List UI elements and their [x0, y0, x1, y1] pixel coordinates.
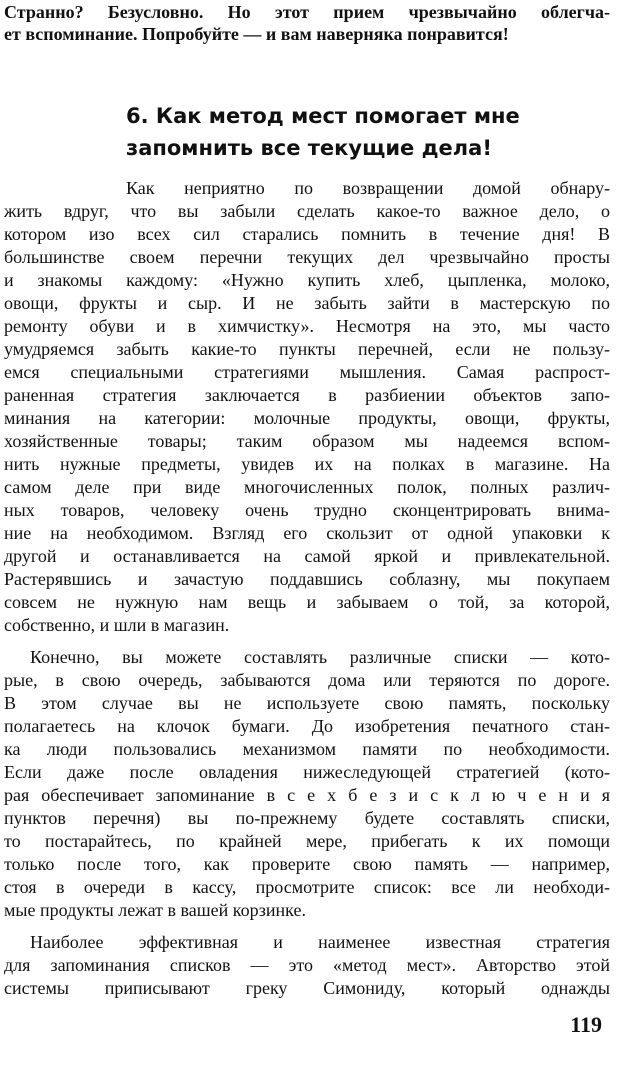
- text-line: котором изо всех сил старались помнить в течение дня! В: [4, 224, 610, 244]
- text-line: Конечно, вы можете составлять различные списки — кото-: [30, 647, 610, 667]
- text-line: мые продукты лежат в вашей корзинке.: [4, 900, 306, 920]
- text-line: рая обеспечивает запоминание в с е х б е з и с к л ю ч е н и я: [4, 785, 610, 805]
- text-line: Как неприятно по возвращении домой обнару-: [126, 178, 610, 198]
- text-line: ет вспоминание. Попробуйте — и вам наверняка понравится!: [4, 24, 509, 44]
- text-line: умудряемся забыть какие-то пункты перечней, если не пользу-: [4, 339, 610, 359]
- text-line: полагаетесь на клочок бумаги. До изобретения печатного стан-: [4, 716, 610, 736]
- text-line: нить нужные предметы, увидев их на полках в магазине. На: [4, 454, 610, 474]
- text-line: для запоминания списков — это «метод мест». Авторство этой: [4, 955, 610, 975]
- text-line: только после того, как проверите свою память — например,: [4, 854, 610, 874]
- text-line: жить вдруг, что вы забыли сделать какое-то важное дело, о: [4, 201, 610, 221]
- text-line: и знакомы каждому: «Нужно купить хлеб, цыпленка, молоко,: [4, 270, 610, 290]
- text-line: хозяйственные товары; таким образом мы надеемся вспом-: [4, 431, 610, 451]
- text-line: пунктов перечня) вы по-прежнему будете составлять списки,: [4, 808, 610, 828]
- text-line: рые, в свою очередь, забываются дома или теряются по дороге.: [4, 670, 610, 690]
- text-line: системы приписывают греку Симониду, который однажды: [4, 978, 610, 998]
- text-line: большинстве своем перечни текущих дел чрезвычайно просты: [4, 247, 610, 267]
- text-line: емся специальными стратегиями мышления. Самая распрост-: [4, 362, 610, 382]
- section-heading-line: 6. Как метод мест помогает мне: [126, 104, 520, 128]
- text-line: совсем не нужную нам вещь и забываем о той, за которой,: [4, 592, 610, 612]
- text-line: раненная стратегия заключается в разбиении объектов запо-: [4, 385, 610, 405]
- text-line: Если даже после овладения нижеследующей стратегией (кото-: [4, 762, 610, 782]
- text-line: Странно? Безусловно. Но этот прием чрезвычайно облегча-: [4, 2, 610, 22]
- text-line: минания на категории: молочные продукты, овощи, фрукты,: [4, 408, 610, 428]
- text-line: самом деле при виде многочисленных полок, полных различ-: [4, 477, 610, 497]
- text-line: ных товаров, человеку очень трудно сконцентрировать внима-: [4, 500, 610, 520]
- text-line: ка люди пользовались механизмом памяти по необходимости.: [4, 739, 610, 759]
- page-number: 119: [570, 1012, 602, 1037]
- text-line: ние на необходимом. Взгляд его скользит от одной упаковки к: [4, 523, 610, 543]
- text-line: овощи, фрукты и сыр. И не забыть зайти в мастерскую по: [4, 293, 610, 313]
- text-line: собственно, и шли в магазин.: [4, 615, 230, 635]
- text-line: В этом случае вы не используете свою память, поскольку: [4, 693, 610, 713]
- text-line: Наиболее эффективная и наименее известная стратегия: [30, 932, 610, 952]
- text-line: ремонту обуви и в химчистку». Несмотря на это, мы часто: [4, 316, 610, 336]
- text-line: стоя в очереди в кассу, просмотрите список: все ли необходи-: [4, 877, 610, 897]
- text-line: другой и останавливается на самой яркой и привлекательной.: [4, 546, 610, 566]
- text-line: то постарайтесь, по крайней мере, прибегать к их помощи: [4, 831, 610, 851]
- section-heading-line: запомнить все текущие дела!: [126, 136, 492, 160]
- text-line: Растерявшись и зачастую поддавшись соблазну, мы покупаем: [4, 569, 610, 589]
